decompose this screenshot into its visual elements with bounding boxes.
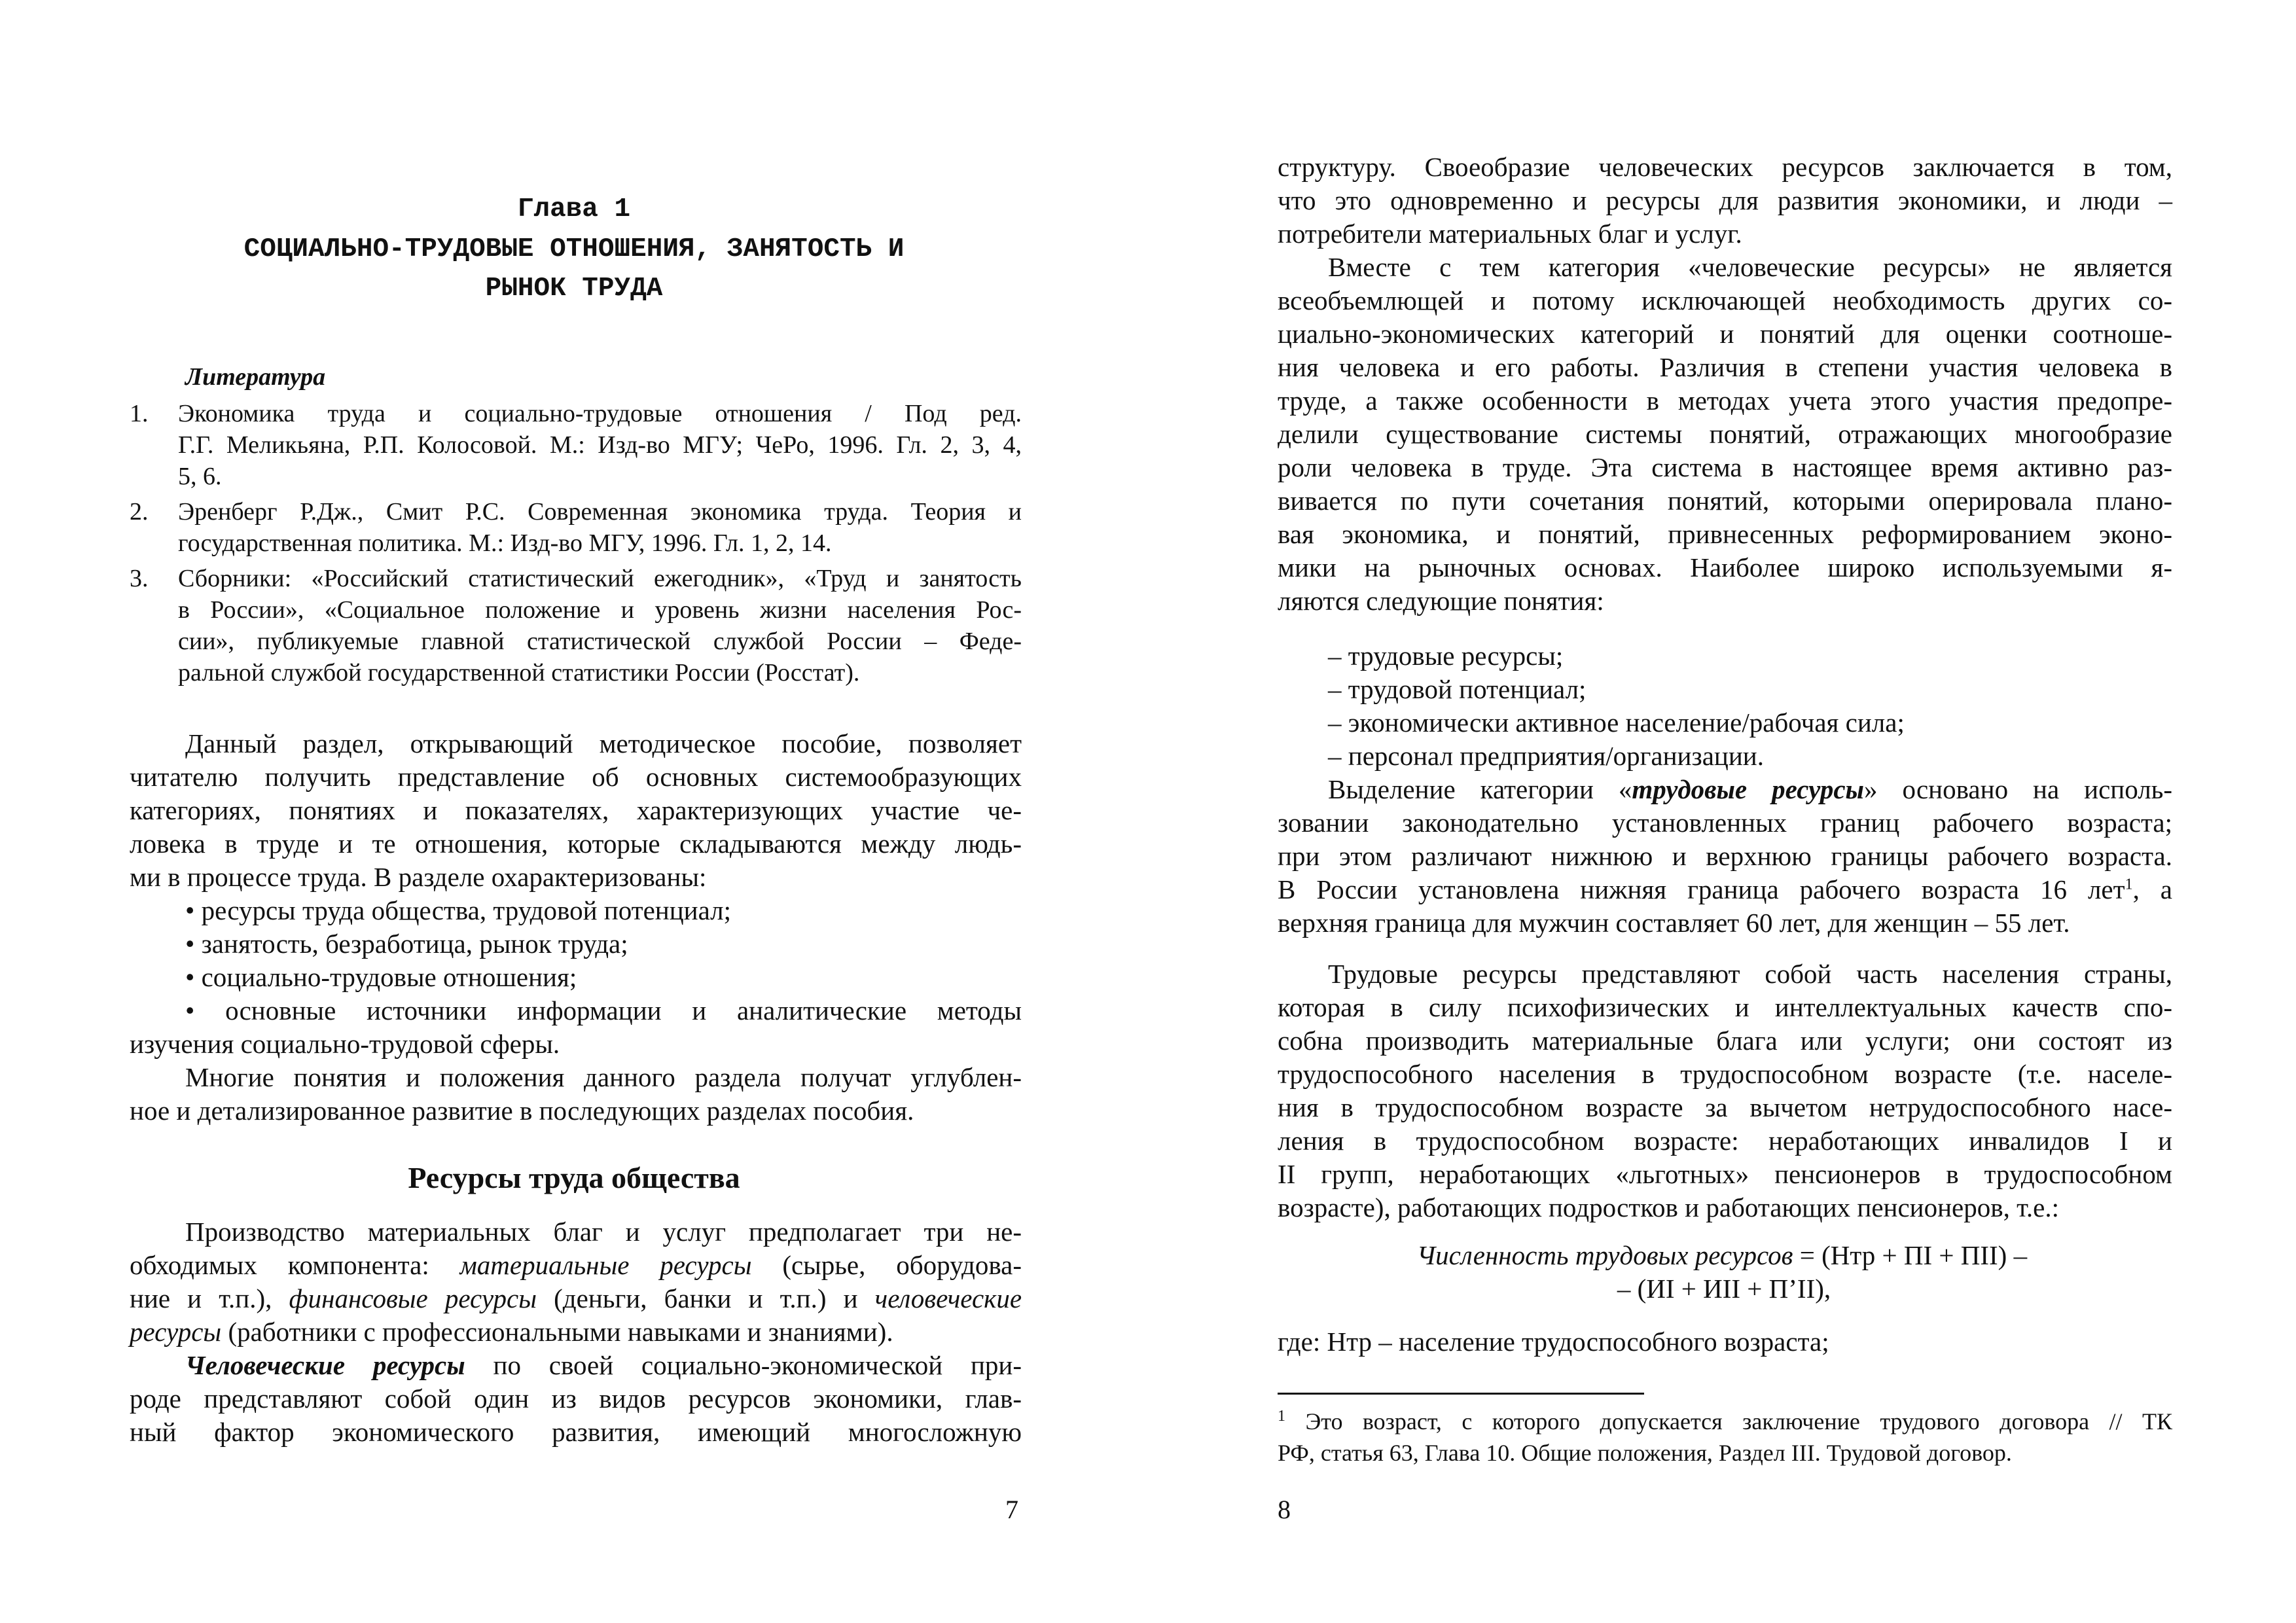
footnote-line: $^1$ Это возраст, с которого допускается заключение трудового договора // ТК bbox=[1278, 1408, 2172, 1435]
footnote-line: РФ, статья 63, Глава 10. Общие положения, Раздел III. Трудовой договор. bbox=[1278, 1440, 2012, 1466]
continuation-line: циально-экономических категорий и понятий для оценки соотноше- bbox=[1278, 319, 2172, 349]
literature-heading: Литература bbox=[185, 363, 326, 391]
intro-line: ловека в труде и те отношения, которые складываются между людь- bbox=[130, 829, 1022, 859]
chapter-label: Глава 1 bbox=[517, 194, 631, 224]
formula-line-1: Численность трудовых ресурсов = (Нтр + ПI + ПII) – bbox=[1416, 1240, 2028, 1270]
footnote-ref: 1 bbox=[2125, 876, 2133, 893]
continuation-line: что это одновременно и ресурсы для развития экономики, и люди – bbox=[1278, 185, 2172, 215]
labor-resources-line: собна производить материальные блага или услуги; они состоят из bbox=[1278, 1026, 2172, 1056]
continuation-line: структуру. Своеобразие человеческих ресурсов заключается в том, bbox=[1278, 152, 2172, 182]
labor-resources-line: трудоспособного населения в трудоспособном возрасте (т.е. населе- bbox=[1278, 1059, 2172, 1089]
bullet-item: • основные источники информации и аналитические методы bbox=[185, 995, 1022, 1026]
human-resources-line: Человеческие ресурсы по своей социально-экономической при- bbox=[185, 1350, 1022, 1380]
production-line: Производство материальных благ и услуг предполагает три не- bbox=[185, 1217, 1022, 1247]
right-page bbox=[1148, 0, 2296, 1623]
section-title: Ресурсы труда общества bbox=[408, 1161, 740, 1194]
concept-dash-item: – персонал предприятия/организации. bbox=[1328, 741, 1764, 771]
literature-item-line: Г.Г. Меликьяна, Р.П. Колосовой. М.: Изд-во МГУ; ЧеРо, 1996. Гл. 2, 3, 4, bbox=[178, 431, 1022, 459]
selection-line: зовании законодательно установленных границ рабочего возраста; bbox=[1278, 808, 2172, 838]
chapter-title-line-1: СОЦИАЛЬНО-ТРУДОВЫЕ ОТНОШЕНИЯ, ЗАНЯТОСТЬ И bbox=[243, 234, 905, 264]
continuation-line: ляются следующие понятия: bbox=[1278, 586, 1604, 616]
production-line: ресурсы (работники с профессиональными навыками и знаниями). bbox=[130, 1317, 893, 1347]
literature-item-line: сии», публикуемые главной статистической службой России – Феде- bbox=[178, 628, 1022, 655]
literature-item-number: 1. bbox=[130, 400, 149, 427]
literature-item-line: государственная политика. М.: Изд-во МГУ, 1996. Гл. 1, 2, 14. bbox=[178, 529, 832, 557]
bullet-item: • занятость, безработица, рынок труда; bbox=[185, 929, 628, 959]
intro-line: категориях, понятиях и показателях, характеризующих участие че- bbox=[130, 795, 1022, 825]
continuation-line: вая экономика, и понятий, привнесенных реформированием эконо- bbox=[1278, 519, 2172, 549]
many-concepts-line: Многие понятия и положения данного раздела получат углублен- bbox=[185, 1062, 1022, 1092]
labor-resources-line: ления в трудоспособном возрасте: неработающих инвалидов I и bbox=[1278, 1126, 2172, 1156]
production-line: обходимых компонента: материальные ресурсы (сырье, оборудова- bbox=[130, 1250, 1022, 1280]
literature-item-line: 5, 6. bbox=[178, 463, 222, 490]
literature-item-line: Экономика труда и социально-трудовые отношения / Под ред. bbox=[178, 400, 1022, 427]
selection-line: В России установлена нижняя граница рабочего возраста 16 лет$^1$, а bbox=[1278, 874, 2172, 904]
continuation-line: потребители материальных благ и услуг. bbox=[1278, 219, 1742, 249]
literature-item-line: Сборники: «Российский статистический ежегодник», «Труд и занятость bbox=[178, 565, 1022, 592]
continuation-line: делили существование системы понятий, отражающих многообразие bbox=[1278, 419, 2172, 449]
continuation-line: ния человека и его работы. Различия в степени участия человека в bbox=[1278, 352, 2172, 382]
formula-line-2: – (ИI + ИII + П’II), bbox=[1617, 1274, 1831, 1304]
labor-resources-line: которая в силу психофизических и интеллектуальных качеств спо- bbox=[1278, 992, 2172, 1022]
concept-dash-item: – трудовой потенциал; bbox=[1328, 674, 1587, 704]
continuation-line: роли человека в труде. Эта система в настоящее время активно раз- bbox=[1278, 452, 2172, 482]
bullet-item: • социально-трудовые отношения; bbox=[185, 962, 577, 992]
literature-item-line: ральной службой государственной статистики России (Росстат). bbox=[178, 659, 860, 687]
production-line: ние и т.п.), финансовые ресурсы (деньги, банки и т.п.) и человеческие bbox=[130, 1283, 1022, 1313]
selection-line: при этом различают нижнюю и верхнюю границы рабочего возраста. bbox=[1278, 841, 2172, 871]
page-number-right: 8 bbox=[1278, 1495, 1291, 1524]
labor-resources-line: возрасте), работающих подростков и работающих пенсионеров, т.е.: bbox=[1278, 1192, 2060, 1222]
bullet-item: • ресурсы труда общества, трудовой потенциал; bbox=[185, 895, 732, 925]
labor-resources-line: II групп, неработающих «льготных» пенсионеров в трудоспособном bbox=[1278, 1159, 2172, 1189]
bullet-item: изучения социально-трудовой сферы. bbox=[130, 1029, 560, 1059]
human-resources-line: роде представляют собой один из видов ресурсов экономики, глав- bbox=[130, 1383, 1022, 1414]
continuation-line: мики на рыночных основах. Наиболее широко используемыми я- bbox=[1278, 552, 2172, 582]
continuation-line: всеобъемлющей и потому исключающей необходимость других со- bbox=[1278, 285, 2172, 315]
literature-item-line: Эренберг Р.Дж., Смит Р.С. Современная экономика труда. Теория и bbox=[178, 498, 1022, 526]
footnote-separator bbox=[1278, 1393, 1644, 1395]
labor-resources-line: Трудовые ресурсы представляют собой часть населения страны, bbox=[1328, 959, 2172, 989]
many-concepts-line: ное и детализированное развитие в последующих разделах пособия. bbox=[130, 1096, 914, 1126]
where-line: где: Нтр – население трудоспособного возраста; bbox=[1278, 1327, 1829, 1357]
selection-line: Выделение категории «трудовые ресурсы» основано на исполь- bbox=[1328, 774, 2173, 804]
concept-dash-item: – экономически активное население/рабочая сила; bbox=[1328, 707, 1905, 738]
intro-line: ми в процессе труда. В разделе охарактеризованы: bbox=[130, 862, 707, 892]
intro-line: Данный раздел, открывающий методическое пособие, позволяет bbox=[185, 728, 1022, 758]
intro-line: читателю получить представление об основных системообразующих bbox=[130, 762, 1022, 792]
chapter-title-line-2: РЫНОК ТРУДА bbox=[485, 274, 663, 304]
literature-item-number: 2. bbox=[130, 498, 149, 526]
page-number-left: 7 bbox=[1005, 1495, 1018, 1524]
literature-item-number: 3. bbox=[130, 565, 149, 592]
continuation-line: труде, а также особенности в методах учета этого участия предопре- bbox=[1278, 385, 2172, 416]
concept-dash-item: – трудовые ресурсы; bbox=[1328, 641, 1564, 671]
literature-item-line: в России», «Социальное положение и уровень жизни населения Рос- bbox=[178, 596, 1022, 624]
selection-line: верхняя граница для мужчин составляет 60 лет, для женщин – 55 лет. bbox=[1278, 908, 2070, 938]
continuation-line: вивается по пути сочетания понятий, которыми оперировала плано- bbox=[1278, 486, 2172, 516]
human-resources-line: ный фактор экономического развития, имеющий многосложную bbox=[130, 1417, 1022, 1447]
labor-resources-line: ния в трудоспособном возрасте за вычетом нетрудоспособного насе- bbox=[1278, 1092, 2172, 1122]
continuation-line: Вместе с тем категория «человеческие ресурсы» не является bbox=[1328, 252, 2172, 282]
